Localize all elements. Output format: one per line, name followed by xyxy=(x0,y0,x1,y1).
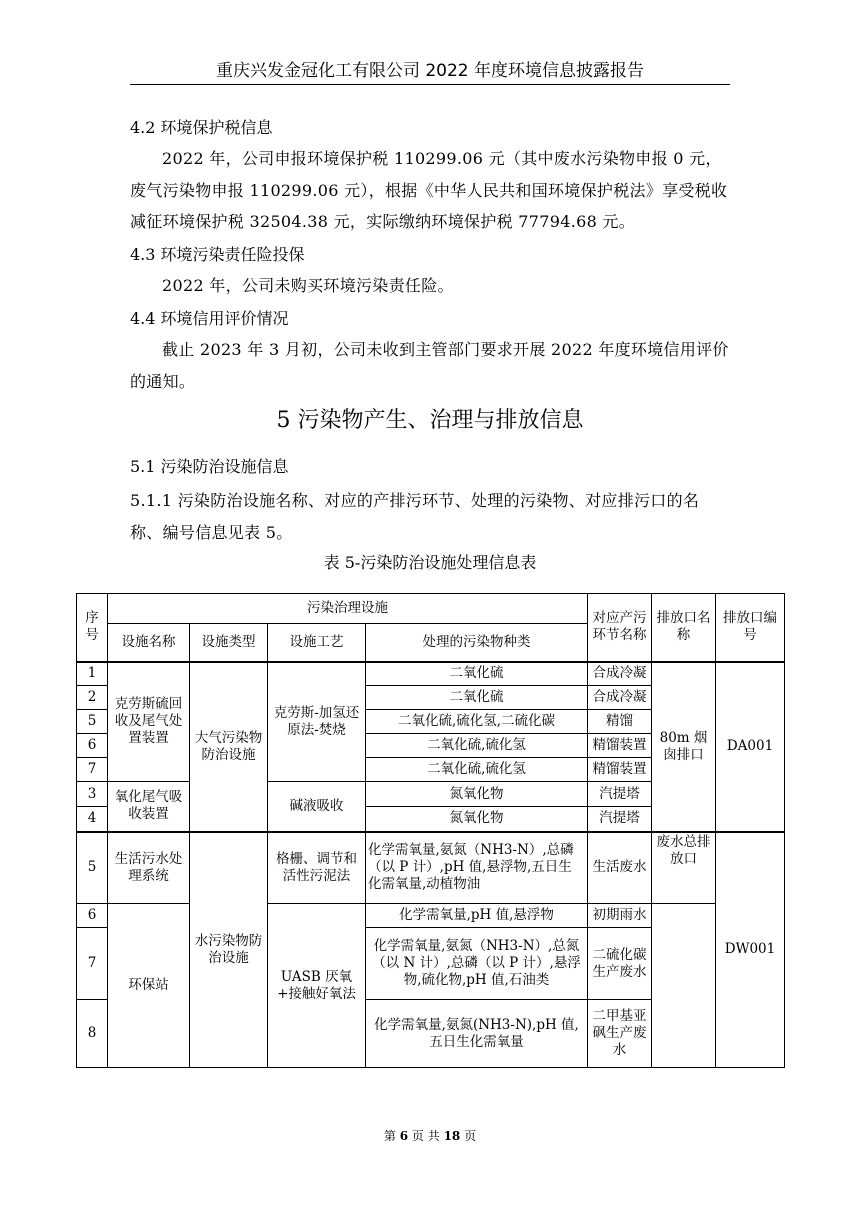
cell-seq: 7 xyxy=(77,928,108,1000)
cell-seq: 6 xyxy=(77,904,108,928)
cell-source: 合成冷凝 xyxy=(588,686,652,710)
cell-source: 汽提塔 xyxy=(588,782,652,807)
header-source: 对应产污环节名称 xyxy=(588,594,652,662)
header-facility-type: 设施类型 xyxy=(190,624,268,662)
header-process: 设施工艺 xyxy=(268,624,366,662)
page-header: 重庆兴发金冠化工有限公司 2022 年度环境信息披露报告 xyxy=(215,61,645,81)
cell-pollutants: 二氧化硫 xyxy=(366,686,588,710)
cell-pollutants: 化学需氧量,pH 值,悬浮物 xyxy=(366,904,588,928)
cell-type-air: 大气污染物防治设施 xyxy=(190,662,268,832)
cell-source: 二甲基亚砜生产废水 xyxy=(588,1000,652,1068)
cell-pollutants: 氮氧化物 xyxy=(366,782,588,807)
header-group: 污染治理设施 xyxy=(108,594,588,624)
cell-seq: 4 xyxy=(77,807,108,832)
cell-outlet-water-name: 废水总排放口 xyxy=(652,832,716,904)
chapter-5-title: 5 污染物产生、治理与排放信息 xyxy=(276,408,584,433)
cell-seq: 6 xyxy=(77,734,108,758)
cell-pollutants: 二氧化硫,硫化氢 xyxy=(366,734,588,758)
cell-pollutants: 二氧化硫 xyxy=(366,662,588,686)
cell-seq: 2 xyxy=(77,686,108,710)
header-facility-name: 设施名称 xyxy=(108,624,190,662)
cell-seq: 8 xyxy=(77,1000,108,1068)
section-4-2-body: 2022 年，公司申报环境保护税 110299.06 元（其中废水污染物申报 0 元，废气污染物申报 110299.06 元），根据《中华人民共和国环境保护税法》享受税收减征环境保护税 32504.38 元，实际缴纳环境保护税 77794.68 元。 xyxy=(130,149,728,231)
page-footer xyxy=(0,1128,860,1144)
cell-process-alkali: 碱液吸收 xyxy=(268,782,366,832)
cell-pollutants: 氮氧化物 xyxy=(366,807,588,832)
table-row xyxy=(77,662,785,686)
footer-page-number: 6 xyxy=(399,1129,409,1143)
footer-prefix: 第 xyxy=(383,1129,396,1143)
table-caption: 表 5-污染防治设施处理信息表 xyxy=(323,553,537,572)
cell-pollutants: 化学需氧量,氨氮（NH3-N）,总磷（以 P 计）,pH 值,悬浮物,五日生化需氧量,动植物油 xyxy=(366,832,588,904)
cell-facility-claus: 克劳斯硫回收及尾气处置装置 xyxy=(108,662,190,782)
footer-suffix: 页 xyxy=(464,1129,477,1143)
header-seq: 序号 xyxy=(77,594,108,662)
section-4-2-heading: 4.2 环境保护税信息 xyxy=(130,118,273,137)
cell-pollutants: 二氧化硫,硫化氢,二硫化碳 xyxy=(366,710,588,734)
cell-source: 精馏 xyxy=(588,710,652,734)
cell-outlet-water-empty xyxy=(652,904,716,1068)
cell-facility-oxid: 氧化尾气吸收装置 xyxy=(108,782,190,832)
cell-facility-env: 环保站 xyxy=(108,904,190,1068)
cell-outlet-air-name: 80m 烟囱排口 xyxy=(652,662,716,832)
cell-seq: 7 xyxy=(77,758,108,782)
footer-middle: 页 共 xyxy=(411,1129,440,1143)
cell-outlet-water-code: DW001 xyxy=(716,832,785,1068)
cell-facility-domestic: 生活污水处理系统 xyxy=(108,832,190,904)
cell-seq: 3 xyxy=(77,782,108,807)
header-rule xyxy=(130,84,730,85)
cell-seq: 5 xyxy=(77,832,108,904)
cell-pollutants: 化学需氧量,氨氮（NH3-N）,总氮（以 N 计）,总磷（以 P 计）,悬浮物,硫化物,pH 值,石油类 xyxy=(366,928,588,1000)
table-row xyxy=(77,832,785,904)
section-5-1-1-text: 5.1.1 污染防治设施名称、对应的产排污环节、处理的污染物、对应排污口的名称、编号信息见表 5。 xyxy=(130,491,700,542)
cell-source: 合成冷凝 xyxy=(588,662,652,686)
cell-type-water: 水污染物防治设施 xyxy=(190,832,268,1068)
cell-seq: 5 xyxy=(77,710,108,734)
header-outlet-name: 排放口名称 xyxy=(652,594,716,662)
section-4-4-heading: 4.4 环境信用评价情况 xyxy=(130,309,289,328)
table-row xyxy=(77,904,785,928)
cell-outlet-air-code: DA001 xyxy=(716,662,785,832)
cell-source: 初期雨水 xyxy=(588,904,652,928)
cell-source: 生活废水 xyxy=(588,832,652,904)
cell-source: 精馏装置 xyxy=(588,734,652,758)
cell-source: 二硫化碳生产废水 xyxy=(588,928,652,1000)
header-pollutants: 处理的污染物种类 xyxy=(366,624,588,662)
cell-source: 汽提塔 xyxy=(588,807,652,832)
cell-source: 精馏装置 xyxy=(588,758,652,782)
section-4-3-heading: 4.3 环境污染责任险投保 xyxy=(130,245,305,264)
footer-total-pages: 18 xyxy=(443,1129,461,1143)
cell-seq: 1 xyxy=(77,662,108,686)
cell-process-grille: 格栅、调节和活性污泥法 xyxy=(268,832,366,904)
cell-process-uasb: UASB 厌氧+接触好氧法 xyxy=(268,904,366,1068)
cell-pollutants: 二氧化硫,硫化氢 xyxy=(366,758,588,782)
section-4-3-body: 2022 年，公司未购买环境污染责任险。 xyxy=(162,276,454,295)
cell-pollutants: 化学需氧量,氨氮(NH3-N),pH 值,五日生化需氧量 xyxy=(366,1000,588,1068)
section-5-1-heading: 5.1 污染防治设施信息 xyxy=(130,457,289,476)
facilities-table xyxy=(76,593,785,1068)
cell-process-claus: 克劳斯-加氢还原法-焚烧 xyxy=(268,662,366,782)
section-4-4-body: 截止 2023 年 3 月初，公司未收到主管部门要求开展 2022 年度环境信用评价的通知。 xyxy=(130,340,729,391)
header-outlet-code: 排放口编号 xyxy=(716,594,785,662)
